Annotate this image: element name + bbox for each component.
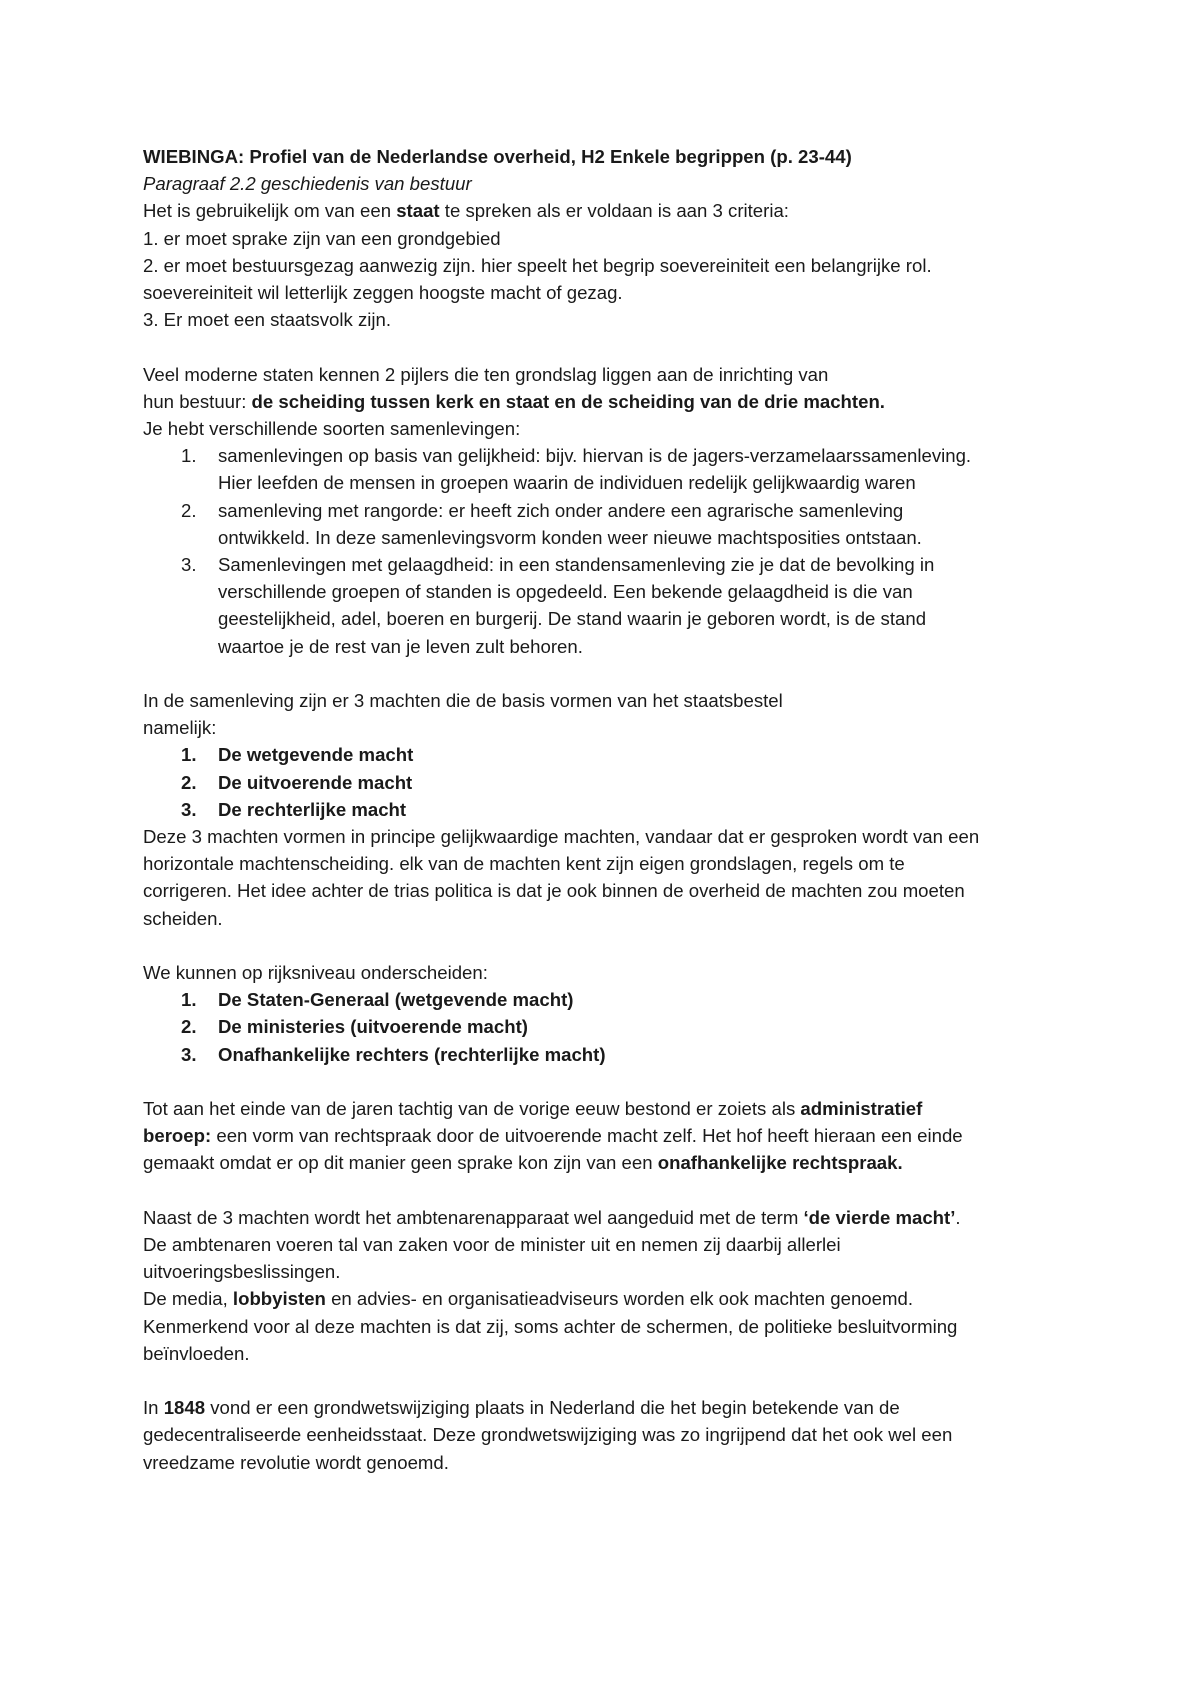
fourth-power-line-2: De ambtenaren voeren tal van zaken voor de minister uit en nemen zij daarbij allerlei [143, 1234, 841, 1256]
text-segment: . [955, 1206, 961, 1228]
list-number: 2. [181, 499, 197, 521]
list-item [143, 551, 1073, 660]
trias-line-4: scheiden. [143, 907, 223, 929]
paragraph-gap [143, 660, 1073, 687]
paragraph-gap [143, 1068, 1073, 1095]
text-segment: hun bestuur: [143, 390, 252, 412]
paragraph-gap [143, 1367, 1073, 1394]
text-segment: Naast de 3 machten wordt het ambtenarenapparaat wel aangeduid met de term [143, 1206, 804, 1228]
criterion-1: 1. er moet sprake zijn van een grondgebied [143, 227, 501, 249]
list-number: 3. [181, 1043, 197, 1065]
bold-term: ‘de vierde macht’ [803, 1206, 956, 1228]
paragraph-gap [143, 333, 1073, 360]
list-item [143, 497, 1073, 551]
document-page [143, 143, 1073, 1476]
list-item [143, 741, 1073, 768]
text-segment: te spreken als er voldaan is aan 3 criteria: [439, 200, 789, 222]
list-item [143, 986, 1073, 1013]
list-text: samenlevingen op basis van gelijkheid: bijv. hiervan is de jagers-verzamelaarssamenleving. [218, 445, 972, 467]
societies-intro: Je hebt verschillende soorten samenlevingen: [143, 418, 521, 440]
text-segment: vond er een grondwetswijziging plaats in Nederland die het begin betekende van de [205, 1397, 900, 1419]
list-text: verschillende groepen of standen is opgedeeld. Een bekende gelaagdheid is die van [218, 581, 913, 603]
list-number: 1. [181, 989, 197, 1011]
list-text: De uitvoerende macht [218, 771, 413, 793]
fourth-power-line-6: beïnvloeden. [143, 1342, 250, 1364]
list-item [143, 442, 1073, 496]
trias-line-1: Deze 3 machten vormen in principe gelijkwaardige machten, vandaar dat er gesproken wordt van een [143, 826, 980, 848]
trias-line-2: horizontale machtenscheiding. elk van de machten kent zijn eigen grondslagen, regels om te [143, 853, 905, 875]
text-segment: In [143, 1397, 164, 1419]
list-number: 2. [181, 1016, 197, 1038]
appeal-line-1 [143, 1095, 1073, 1122]
pillars-line-1: Veel moderne staten kennen 2 pijlers die ten grondslag liggen aan de inrichting van [143, 363, 829, 385]
criterion-3: 3. Er moet een staatsvolk zijn. [143, 309, 392, 331]
constitution-line-3: vreedzame revolutie wordt genoemd. [143, 1451, 449, 1473]
fourth-power-line-1 [143, 1204, 1073, 1231]
bold-term: beroep: [143, 1125, 212, 1147]
criterion-2: 2. er moet bestuursgezag aanwezig zijn. hier speelt het begrip soevereiniteit een belangrijke rol. [143, 254, 932, 276]
list-text: Hier leefden de mensen in groepen waarin de individuen redelijk gelijkwaardig waren [218, 472, 916, 494]
list-item [143, 769, 1073, 796]
state-intro [143, 197, 1073, 224]
list-text: samenleving met rangorde: er heeft zich onder andere een agrarische samenleving [218, 499, 904, 521]
powers-intro-1: In de samenleving zijn er 3 machten die de basis vormen van het staatsbestel [143, 690, 783, 712]
bold-term: administratief [800, 1098, 923, 1120]
paragraph-gap [143, 932, 1073, 959]
constitution-line-2: gedecentraliseerde eenheidsstaat. Deze grondwetswijziging was zo ingrijpend dat het ook wel een [143, 1424, 953, 1446]
fourth-power-line-5: Kenmerkend voor al deze machten is dat zij, soms achter de schermen, de politieke besluitvorming [143, 1315, 958, 1337]
list-number: 3. [181, 554, 197, 576]
appeal-line-3 [143, 1149, 1073, 1176]
national-level-list [143, 986, 1073, 1068]
bold-term: onafhankelijke rechtspraak. [657, 1152, 903, 1174]
list-text: geestelijkheid, adel, boeren en burgerij. De stand waarin je geboren wordt, is de stand [218, 608, 927, 630]
national-level-intro: We kunnen op rijksniveau onderscheiden: [143, 962, 488, 984]
list-text: De wetgevende macht [218, 744, 414, 766]
list-item [143, 796, 1073, 823]
paragraph-gap [143, 1177, 1073, 1204]
list-number: 2. [181, 771, 197, 793]
list-number: 1. [181, 445, 197, 467]
powers-intro-2: namelijk: [143, 717, 217, 739]
bold-term: de scheiding tussen kerk en staat en de scheiding van de drie machten. [251, 390, 885, 412]
text-segment: Het is gebruikelijk om van een [143, 200, 397, 222]
text-segment: en advies- en organisatieadviseurs worden elk ook machten genoemd. [325, 1288, 913, 1310]
list-number: 3. [181, 798, 197, 820]
appeal-line-2 [143, 1122, 1073, 1149]
bold-term: lobbyisten [232, 1288, 326, 1310]
fourth-power-line-4 [143, 1285, 1073, 1312]
trias-line-3: corrigeren. Het idee achter de trias politica is dat je ook binnen de overheid de machten zou moeten [143, 880, 965, 902]
text-segment: Tot aan het einde van de jaren tachtig van de vorige eeuw bestond er zoiets als [143, 1098, 801, 1120]
list-text: De ministeries (uitvoerende macht) [218, 1016, 528, 1038]
list-item [143, 1041, 1073, 1068]
pillars-line-2 [143, 388, 1073, 415]
list-text: waartoe je de rest van je leven zult behoren. [218, 635, 583, 657]
list-text: ontwikkeld. In deze samenlevingsvorm konden weer nieuwe machtsposities ontstaan. [218, 526, 922, 548]
fourth-power-line-3: uitvoeringsbeslissingen. [143, 1261, 341, 1283]
bold-term: staat [396, 200, 440, 222]
list-text: Samenlevingen met gelaagdheid: in een standensamenleving zie je dat de bevolking in [218, 554, 935, 576]
powers-list [143, 741, 1073, 823]
list-text: De Staten-Generaal (wetgevende macht) [218, 989, 574, 1011]
list-item [143, 1013, 1073, 1040]
text-segment: De media, [143, 1288, 233, 1310]
list-number: 1. [181, 744, 197, 766]
text-segment: gemaakt omdat er op dit manier geen sprake kon zijn van een [143, 1152, 658, 1174]
criterion-2-continued: soevereiniteit wil letterlijk zeggen hoogste macht of gezag. [143, 282, 623, 304]
societies-list [143, 442, 1073, 660]
list-text: De rechterlijke macht [218, 798, 407, 820]
text-segment: een vorm van rechtspraak door de uitvoerende macht zelf. Het hof heeft hieraan een einde [211, 1125, 963, 1147]
list-text: Onafhankelijke rechters (rechterlijke macht) [218, 1043, 606, 1065]
document-title: WIEBINGA: Profiel van de Nederlandse overheid, H2 Enkele begrippen (p. 23-44) [143, 146, 852, 167]
constitution-line-1 [143, 1394, 1073, 1421]
section-subtitle: Paragraaf 2.2 geschiedenis van bestuur [143, 173, 472, 195]
bold-term: 1848 [163, 1397, 206, 1419]
